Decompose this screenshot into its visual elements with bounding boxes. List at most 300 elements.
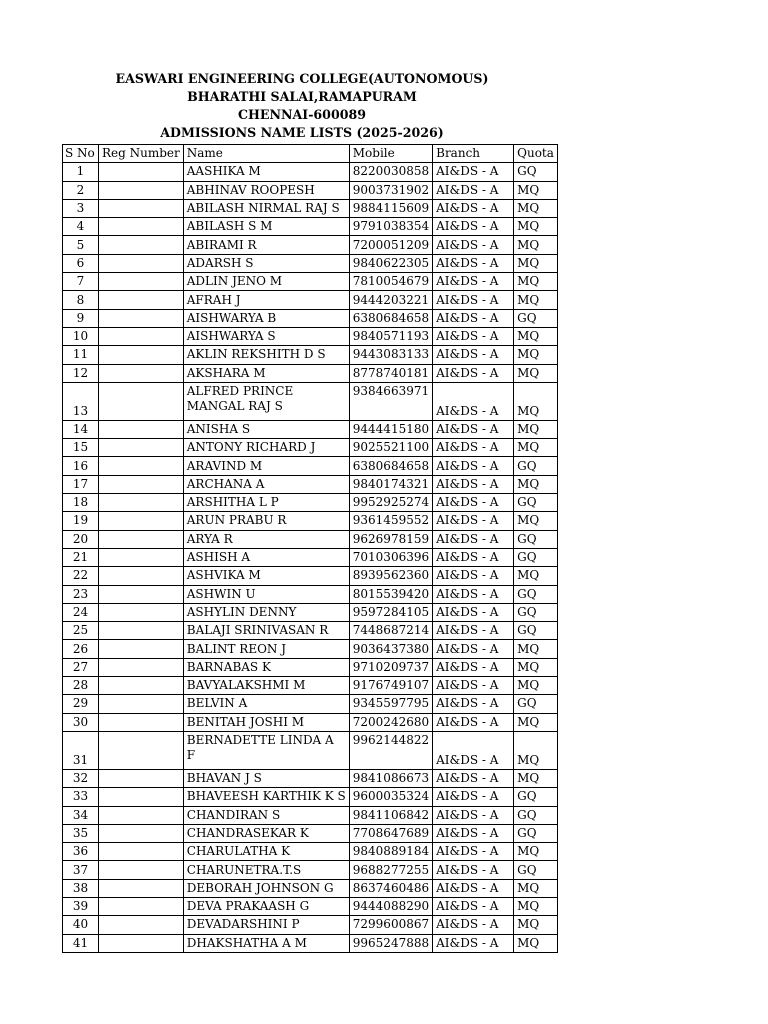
cell-name: ASHISH A bbox=[183, 548, 349, 566]
cell-name: ASHVIKA M bbox=[183, 567, 349, 585]
cell-reg-number bbox=[99, 713, 184, 731]
cell-reg-number bbox=[99, 273, 184, 291]
cell-sno: 35 bbox=[63, 824, 99, 842]
cell-quota: MQ bbox=[514, 475, 558, 493]
cell-sno: 39 bbox=[63, 897, 99, 915]
cell-mobile: 7708647689 bbox=[349, 824, 432, 842]
cell-mobile: 9443083133 bbox=[349, 346, 432, 364]
cell-name: CHARULATHA K bbox=[183, 843, 349, 861]
cell-name: BENITAH JOSHI M bbox=[183, 713, 349, 731]
document-header bbox=[62, 70, 542, 142]
cell-branch: AI&DS - A bbox=[433, 731, 514, 769]
cell-name: ADARSH S bbox=[183, 254, 349, 272]
cell-branch: AI&DS - A bbox=[433, 199, 514, 217]
cell-name: CHANDRASEKAR K bbox=[183, 824, 349, 842]
cell-reg-number bbox=[99, 236, 184, 254]
table-row bbox=[63, 512, 558, 530]
table-row bbox=[63, 861, 558, 879]
cell-sno: 20 bbox=[63, 530, 99, 548]
cell-sno: 31 bbox=[63, 731, 99, 769]
cell-quota: GQ bbox=[514, 163, 558, 181]
cell-branch: AI&DS - A bbox=[433, 420, 514, 438]
cell-mobile: 9840174321 bbox=[349, 475, 432, 493]
cell-branch: AI&DS - A bbox=[433, 548, 514, 566]
cell-name: AFRAH J bbox=[183, 291, 349, 309]
cell-sno: 5 bbox=[63, 236, 99, 254]
table-row bbox=[63, 163, 558, 181]
cell-quota: MQ bbox=[514, 236, 558, 254]
table-row bbox=[63, 843, 558, 861]
cell-name: AKSHARA M bbox=[183, 364, 349, 382]
cell-mobile: 9600035324 bbox=[349, 788, 432, 806]
cell-sno: 8 bbox=[63, 291, 99, 309]
table-row bbox=[63, 382, 558, 420]
cell-name: ARSHITHA L P bbox=[183, 494, 349, 512]
table-row bbox=[63, 457, 558, 475]
cell-sno: 22 bbox=[63, 567, 99, 585]
cell-branch: AI&DS - A bbox=[433, 475, 514, 493]
cell-sno: 21 bbox=[63, 548, 99, 566]
cell-sno: 7 bbox=[63, 273, 99, 291]
table-row bbox=[63, 622, 558, 640]
cell-quota: MQ bbox=[514, 181, 558, 199]
cell-reg-number bbox=[99, 695, 184, 713]
cell-sno: 17 bbox=[63, 475, 99, 493]
cell-branch: AI&DS - A bbox=[433, 806, 514, 824]
cell-name: DHAKSHATHA A M bbox=[183, 934, 349, 952]
cell-sno: 10 bbox=[63, 327, 99, 345]
cell-quota: MQ bbox=[514, 934, 558, 952]
table-header-row bbox=[63, 145, 558, 163]
cell-quota: MQ bbox=[514, 291, 558, 309]
cell-quota: MQ bbox=[514, 916, 558, 934]
cell-name: ASHYLIN DENNY bbox=[183, 603, 349, 621]
cell-quota: MQ bbox=[514, 439, 558, 457]
cell-sno: 29 bbox=[63, 695, 99, 713]
cell-name: ARYA R bbox=[183, 530, 349, 548]
cell-mobile: 9840889184 bbox=[349, 843, 432, 861]
cell-sno: 18 bbox=[63, 494, 99, 512]
cell-reg-number bbox=[99, 788, 184, 806]
cell-branch: AI&DS - A bbox=[433, 254, 514, 272]
cell-mobile: 9840571193 bbox=[349, 327, 432, 345]
col-header-sno: S No bbox=[63, 145, 99, 163]
cell-reg-number bbox=[99, 364, 184, 382]
cell-branch: AI&DS - A bbox=[433, 364, 514, 382]
cell-quota: MQ bbox=[514, 713, 558, 731]
cell-branch: AI&DS - A bbox=[433, 327, 514, 345]
cell-reg-number bbox=[99, 879, 184, 897]
cell-mobile: 9962144822 bbox=[349, 731, 432, 769]
cell-name: AISHWARYA B bbox=[183, 309, 349, 327]
cell-name: BAVYALAKSHMI M bbox=[183, 677, 349, 695]
table-row bbox=[63, 731, 558, 769]
table-row bbox=[63, 713, 558, 731]
cell-name: BELVIN A bbox=[183, 695, 349, 713]
cell-mobile: 7448687214 bbox=[349, 622, 432, 640]
cell-branch: AI&DS - A bbox=[433, 658, 514, 676]
cell-name: BALINT REON J bbox=[183, 640, 349, 658]
cell-mobile: 9840622305 bbox=[349, 254, 432, 272]
cell-name: BHAVEESH KARTHIK K S bbox=[183, 788, 349, 806]
cell-name: CHARUNETRA.T.S bbox=[183, 861, 349, 879]
cell-reg-number bbox=[99, 731, 184, 769]
cell-mobile: 8220030858 bbox=[349, 163, 432, 181]
cell-mobile: 9841086673 bbox=[349, 769, 432, 787]
cell-reg-number bbox=[99, 585, 184, 603]
table-row bbox=[63, 181, 558, 199]
cell-quota: MQ bbox=[514, 658, 558, 676]
cell-mobile: 8778740181 bbox=[349, 364, 432, 382]
cell-sno: 33 bbox=[63, 788, 99, 806]
cell-quota: GQ bbox=[514, 861, 558, 879]
cell-reg-number bbox=[99, 806, 184, 824]
cell-name: DEVADARSHINI P bbox=[183, 916, 349, 934]
table-row bbox=[63, 346, 558, 364]
table-row bbox=[63, 548, 558, 566]
cell-mobile: 9626978159 bbox=[349, 530, 432, 548]
cell-name: ARCHANA A bbox=[183, 475, 349, 493]
table-row bbox=[63, 658, 558, 676]
cell-sno: 3 bbox=[63, 199, 99, 217]
cell-branch: AI&DS - A bbox=[433, 622, 514, 640]
cell-sno: 25 bbox=[63, 622, 99, 640]
cell-quota: MQ bbox=[514, 382, 558, 420]
cell-name: ASHWIN U bbox=[183, 585, 349, 603]
cell-sno: 27 bbox=[63, 658, 99, 676]
cell-quota: MQ bbox=[514, 843, 558, 861]
list-title: ADMISSIONS NAME LISTS (2025-2026) bbox=[160, 125, 444, 140]
table-row bbox=[63, 769, 558, 787]
cell-reg-number bbox=[99, 218, 184, 236]
admissions-table bbox=[62, 144, 558, 953]
cell-reg-number bbox=[99, 603, 184, 621]
cell-mobile: 9791038354 bbox=[349, 218, 432, 236]
cell-mobile: 9884115609 bbox=[349, 199, 432, 217]
table-row bbox=[63, 934, 558, 952]
cell-reg-number bbox=[99, 548, 184, 566]
cell-mobile: 9597284105 bbox=[349, 603, 432, 621]
cell-quota: MQ bbox=[514, 273, 558, 291]
cell-sno: 24 bbox=[63, 603, 99, 621]
cell-reg-number bbox=[99, 934, 184, 952]
cell-branch: AI&DS - A bbox=[433, 788, 514, 806]
table-row bbox=[63, 824, 558, 842]
cell-sno: 41 bbox=[63, 934, 99, 952]
cell-reg-number bbox=[99, 622, 184, 640]
cell-branch: AI&DS - A bbox=[433, 916, 514, 934]
cell-reg-number bbox=[99, 163, 184, 181]
cell-branch: AI&DS - A bbox=[433, 585, 514, 603]
college-name: EASWARI ENGINEERING COLLEGE(AUTONOMOUS) bbox=[115, 71, 489, 86]
table-row bbox=[63, 218, 558, 236]
cell-branch: AI&DS - A bbox=[433, 181, 514, 199]
cell-quota: MQ bbox=[514, 897, 558, 915]
cell-branch: AI&DS - A bbox=[433, 897, 514, 915]
cell-branch: AI&DS - A bbox=[433, 843, 514, 861]
cell-name: AKLIN REKSHITH D S bbox=[183, 346, 349, 364]
cell-quota: MQ bbox=[514, 254, 558, 272]
cell-branch: AI&DS - A bbox=[433, 530, 514, 548]
table-row bbox=[63, 640, 558, 658]
cell-sno: 28 bbox=[63, 677, 99, 695]
cell-mobile: 6380684658 bbox=[349, 309, 432, 327]
cell-sno: 2 bbox=[63, 181, 99, 199]
cell-mobile: 9444203221 bbox=[349, 291, 432, 309]
cell-sno: 13 bbox=[63, 382, 99, 420]
cell-quota: MQ bbox=[514, 364, 558, 382]
cell-sno: 23 bbox=[63, 585, 99, 603]
cell-quota: MQ bbox=[514, 640, 558, 658]
cell-branch: AI&DS - A bbox=[433, 218, 514, 236]
cell-sno: 4 bbox=[63, 218, 99, 236]
cell-reg-number bbox=[99, 420, 184, 438]
cell-quota: GQ bbox=[514, 695, 558, 713]
cell-reg-number bbox=[99, 291, 184, 309]
cell-name: ABILASH NIRMAL RAJ S bbox=[183, 199, 349, 217]
col-header-name: Name bbox=[183, 145, 349, 163]
cell-quota: GQ bbox=[514, 309, 558, 327]
cell-reg-number bbox=[99, 327, 184, 345]
table-row bbox=[63, 494, 558, 512]
table-row bbox=[63, 420, 558, 438]
cell-name: DEBORAH JOHNSON G bbox=[183, 879, 349, 897]
cell-sno: 34 bbox=[63, 806, 99, 824]
table-row bbox=[63, 273, 558, 291]
cell-reg-number bbox=[99, 512, 184, 530]
cell-sno: 12 bbox=[63, 364, 99, 382]
cell-sno: 14 bbox=[63, 420, 99, 438]
cell-quota: MQ bbox=[514, 677, 558, 695]
cell-branch: AI&DS - A bbox=[433, 603, 514, 621]
cell-name: AASHIKA M bbox=[183, 163, 349, 181]
cell-reg-number bbox=[99, 309, 184, 327]
cell-quota: MQ bbox=[514, 218, 558, 236]
table-row bbox=[63, 603, 558, 621]
cell-reg-number bbox=[99, 640, 184, 658]
cell-branch: AI&DS - A bbox=[433, 934, 514, 952]
cell-mobile: 9444088290 bbox=[349, 897, 432, 915]
cell-sno: 26 bbox=[63, 640, 99, 658]
table-body bbox=[63, 163, 558, 953]
table-row bbox=[63, 236, 558, 254]
cell-mobile: 9688277255 bbox=[349, 861, 432, 879]
cell-name: ABILASH S M bbox=[183, 218, 349, 236]
cell-reg-number bbox=[99, 181, 184, 199]
cell-name: ABHINAV ROOPESH bbox=[183, 181, 349, 199]
cell-reg-number bbox=[99, 824, 184, 842]
cell-reg-number bbox=[99, 916, 184, 934]
cell-branch: AI&DS - A bbox=[433, 291, 514, 309]
col-header-reg-number: Reg Number bbox=[99, 145, 184, 163]
cell-quota: GQ bbox=[514, 494, 558, 512]
cell-mobile: 7010306396 bbox=[349, 548, 432, 566]
cell-reg-number bbox=[99, 199, 184, 217]
cell-mobile: 6380684658 bbox=[349, 457, 432, 475]
cell-mobile: 8939562360 bbox=[349, 567, 432, 585]
cell-reg-number bbox=[99, 897, 184, 915]
cell-branch: AI&DS - A bbox=[433, 567, 514, 585]
table-row bbox=[63, 916, 558, 934]
cell-mobile: 9025521100 bbox=[349, 439, 432, 457]
cell-reg-number bbox=[99, 439, 184, 457]
cell-mobile: 7200051209 bbox=[349, 236, 432, 254]
cell-mobile: 9952925274 bbox=[349, 494, 432, 512]
cell-name: DEVA PRAKAASH G bbox=[183, 897, 349, 915]
cell-branch: AI&DS - A bbox=[433, 457, 514, 475]
cell-mobile: 9710209737 bbox=[349, 658, 432, 676]
table-row bbox=[63, 439, 558, 457]
cell-name: ANISHA S bbox=[183, 420, 349, 438]
cell-quota: MQ bbox=[514, 769, 558, 787]
cell-sno: 19 bbox=[63, 512, 99, 530]
cell-mobile: 7299600867 bbox=[349, 916, 432, 934]
cell-quota: MQ bbox=[514, 731, 558, 769]
cell-mobile: 9345597795 bbox=[349, 695, 432, 713]
cell-quota: MQ bbox=[514, 199, 558, 217]
table-row bbox=[63, 475, 558, 493]
cell-name: ADLIN JENO M bbox=[183, 273, 349, 291]
cell-sno: 32 bbox=[63, 769, 99, 787]
cell-branch: AI&DS - A bbox=[433, 824, 514, 842]
cell-reg-number bbox=[99, 346, 184, 364]
college-address: BHARATHI SALAI,RAMAPURAM bbox=[187, 89, 417, 104]
cell-quota: MQ bbox=[514, 420, 558, 438]
cell-quota: GQ bbox=[514, 457, 558, 475]
cell-branch: AI&DS - A bbox=[433, 163, 514, 181]
cell-quota: GQ bbox=[514, 603, 558, 621]
table-row bbox=[63, 199, 558, 217]
cell-mobile: 9036437380 bbox=[349, 640, 432, 658]
cell-mobile: 9361459552 bbox=[349, 512, 432, 530]
cell-quota: MQ bbox=[514, 879, 558, 897]
cell-sno: 11 bbox=[63, 346, 99, 364]
cell-name: AISHWARYA S bbox=[183, 327, 349, 345]
table-row bbox=[63, 677, 558, 695]
cell-name: ANTONY RICHARD J bbox=[183, 439, 349, 457]
cell-name: CHANDIRAN S bbox=[183, 806, 349, 824]
cell-mobile: 7810054679 bbox=[349, 273, 432, 291]
table-row bbox=[63, 695, 558, 713]
cell-branch: AI&DS - A bbox=[433, 640, 514, 658]
table-row bbox=[63, 309, 558, 327]
table-row bbox=[63, 254, 558, 272]
col-header-mobile: Mobile bbox=[349, 145, 432, 163]
cell-sno: 9 bbox=[63, 309, 99, 327]
cell-name: ARUN PRABU R bbox=[183, 512, 349, 530]
cell-quota: MQ bbox=[514, 327, 558, 345]
cell-branch: AI&DS - A bbox=[433, 879, 514, 897]
col-header-quota: Quota bbox=[514, 145, 558, 163]
cell-reg-number bbox=[99, 861, 184, 879]
cell-name: ARAVIND M bbox=[183, 457, 349, 475]
cell-branch: AI&DS - A bbox=[433, 382, 514, 420]
cell-reg-number bbox=[99, 530, 184, 548]
cell-branch: AI&DS - A bbox=[433, 695, 514, 713]
table-row bbox=[63, 364, 558, 382]
cell-branch: AI&DS - A bbox=[433, 309, 514, 327]
cell-reg-number bbox=[99, 254, 184, 272]
cell-sno: 6 bbox=[63, 254, 99, 272]
cell-name: ABIRAMI R bbox=[183, 236, 349, 254]
cell-sno: 15 bbox=[63, 439, 99, 457]
cell-quota: MQ bbox=[514, 346, 558, 364]
cell-sno: 1 bbox=[63, 163, 99, 181]
cell-branch: AI&DS - A bbox=[433, 713, 514, 731]
cell-branch: AI&DS - A bbox=[433, 273, 514, 291]
cell-branch: AI&DS - A bbox=[433, 346, 514, 364]
cell-mobile: 9176749107 bbox=[349, 677, 432, 695]
col-header-branch: Branch bbox=[433, 145, 514, 163]
cell-sno: 38 bbox=[63, 879, 99, 897]
cell-sno: 30 bbox=[63, 713, 99, 731]
cell-branch: AI&DS - A bbox=[433, 236, 514, 254]
cell-reg-number bbox=[99, 457, 184, 475]
cell-branch: AI&DS - A bbox=[433, 512, 514, 530]
cell-mobile: 9444415180 bbox=[349, 420, 432, 438]
cell-branch: AI&DS - A bbox=[433, 677, 514, 695]
cell-sno: 36 bbox=[63, 843, 99, 861]
cell-branch: AI&DS - A bbox=[433, 769, 514, 787]
cell-reg-number bbox=[99, 843, 184, 861]
table-row bbox=[63, 788, 558, 806]
cell-mobile: 9003731902 bbox=[349, 181, 432, 199]
table-row bbox=[63, 291, 558, 309]
cell-mobile: 8015539420 bbox=[349, 585, 432, 603]
cell-name: ALFRED PRINCE MANGAL RAJ S bbox=[183, 382, 349, 420]
table-row bbox=[63, 806, 558, 824]
cell-quota: GQ bbox=[514, 548, 558, 566]
cell-name: BHAVAN J S bbox=[183, 769, 349, 787]
cell-name: BALAJI SRINIVASAN R bbox=[183, 622, 349, 640]
table-row bbox=[63, 585, 558, 603]
cell-quota: GQ bbox=[514, 585, 558, 603]
table-row bbox=[63, 530, 558, 548]
cell-mobile: 7200242680 bbox=[349, 713, 432, 731]
cell-quota: GQ bbox=[514, 806, 558, 824]
cell-reg-number bbox=[99, 475, 184, 493]
college-city: CHENNAI-600089 bbox=[237, 107, 366, 122]
table-row bbox=[63, 327, 558, 345]
cell-reg-number bbox=[99, 494, 184, 512]
cell-mobile: 8637460486 bbox=[349, 879, 432, 897]
cell-reg-number bbox=[99, 769, 184, 787]
cell-branch: AI&DS - A bbox=[433, 861, 514, 879]
cell-quota: GQ bbox=[514, 824, 558, 842]
cell-quota: GQ bbox=[514, 530, 558, 548]
cell-reg-number bbox=[99, 567, 184, 585]
cell-branch: AI&DS - A bbox=[433, 494, 514, 512]
cell-reg-number bbox=[99, 658, 184, 676]
cell-reg-number bbox=[99, 677, 184, 695]
table-row bbox=[63, 879, 558, 897]
cell-quota: GQ bbox=[514, 788, 558, 806]
cell-branch: AI&DS - A bbox=[433, 439, 514, 457]
cell-quota: GQ bbox=[514, 622, 558, 640]
cell-reg-number bbox=[99, 382, 184, 420]
cell-sno: 37 bbox=[63, 861, 99, 879]
cell-mobile: 9384663971 bbox=[349, 382, 432, 420]
cell-sno: 40 bbox=[63, 916, 99, 934]
cell-name: BERNADETTE LINDA A F bbox=[183, 731, 349, 769]
cell-name: BARNABAS K bbox=[183, 658, 349, 676]
cell-mobile: 9965247888 bbox=[349, 934, 432, 952]
cell-mobile: 9841106842 bbox=[349, 806, 432, 824]
cell-quota: MQ bbox=[514, 512, 558, 530]
table-row bbox=[63, 567, 558, 585]
cell-sno: 16 bbox=[63, 457, 99, 475]
cell-quota: MQ bbox=[514, 567, 558, 585]
